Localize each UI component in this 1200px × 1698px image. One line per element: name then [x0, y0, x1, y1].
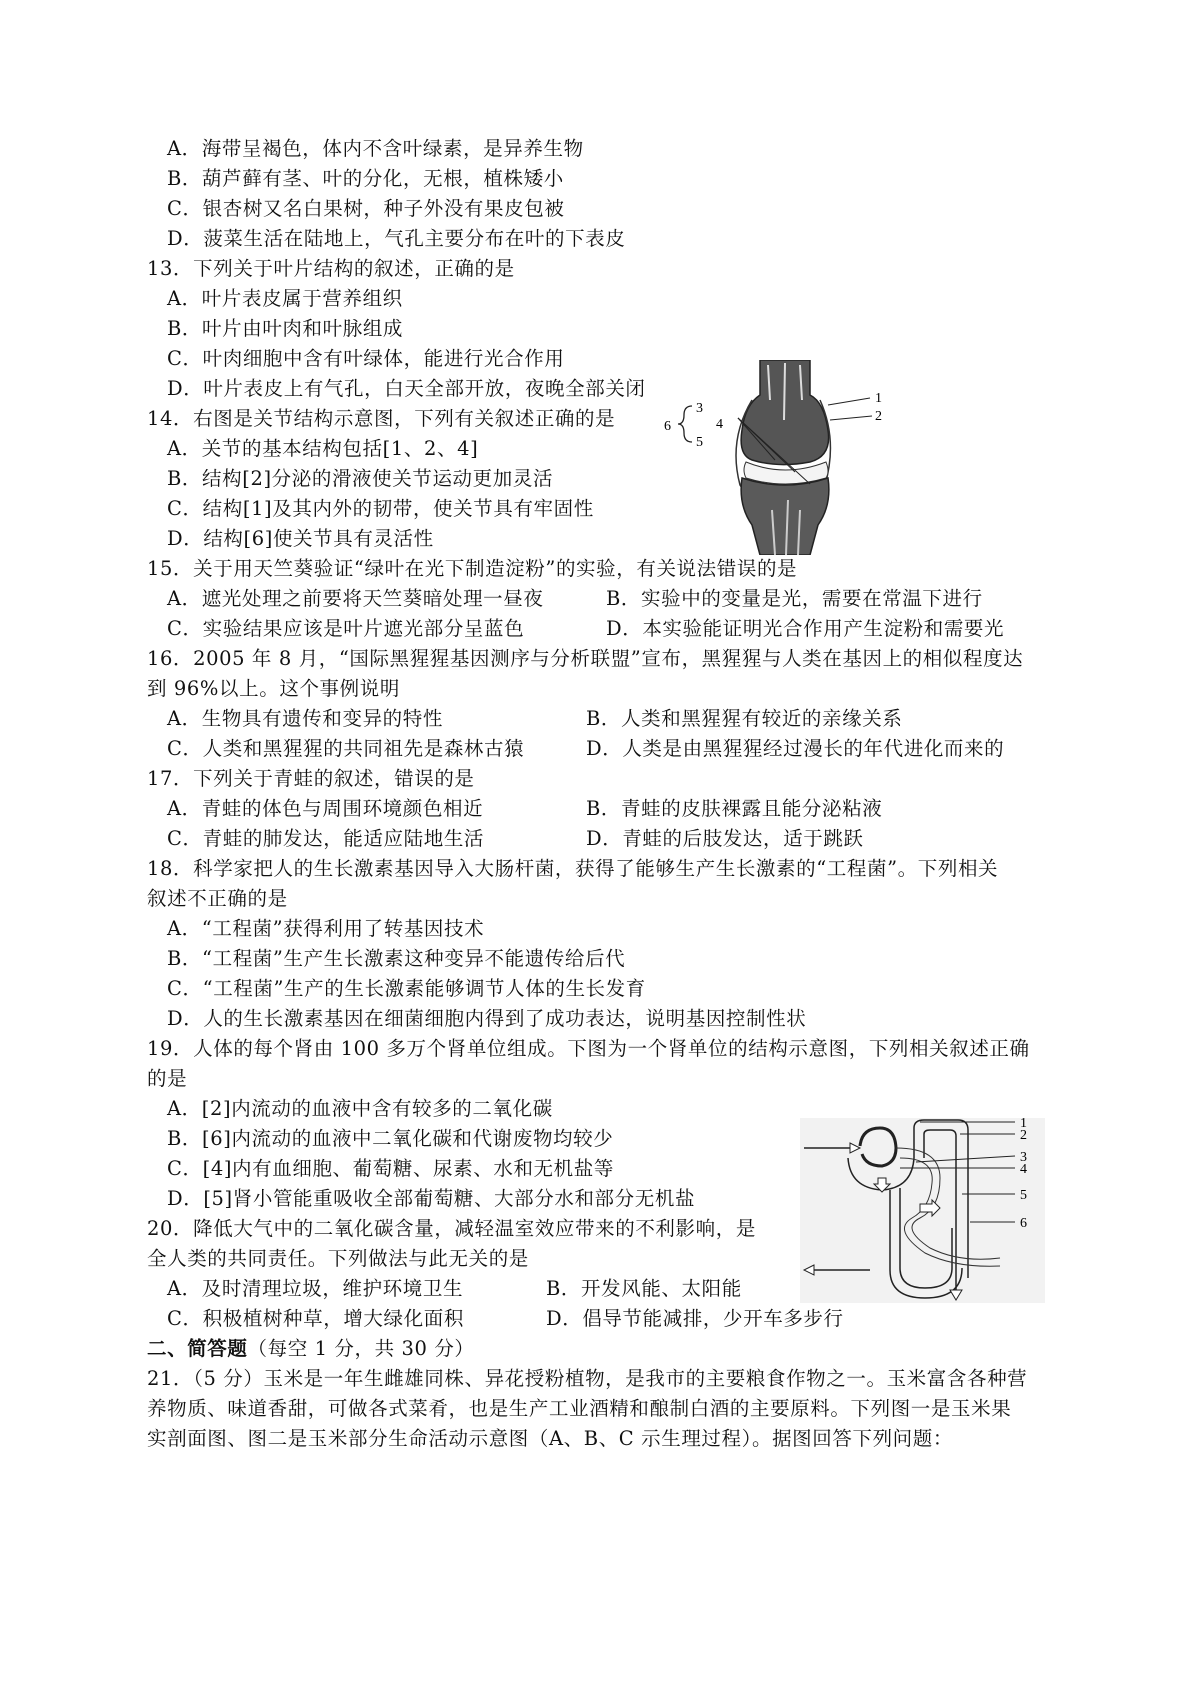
q21-line1: 21．（5 分）玉米是一年生雌雄同株、异花授粉植物，是我市的主要粮食作物之一。玉米富含各种营	[147, 1367, 1028, 1390]
q19-option-c: C．[4]内有血细胞、葡萄糖、尿素、水和无机盐等	[167, 1157, 614, 1180]
q19-option-a: A．[2]内流动的血液中含有较多的二氧化碳	[167, 1097, 553, 1120]
q16-option-b: B．人类和黑猩猩有较近的亲缘关系	[586, 707, 903, 730]
q19-stem-line2: 的是	[147, 1067, 188, 1090]
joint-label-4: 4	[716, 417, 723, 432]
q20-stem-line2: 全人类的共同责任。下列做法与此无关的是	[147, 1247, 529, 1270]
q21-line3: 实剖面图、图二是玉米部分生命活动示意图（A、B、C 示生理过程）。据图回答下列问题：	[147, 1427, 953, 1450]
nephron-label-1: 1	[1020, 1118, 1027, 1131]
q18-option-d: D．人的生长激素基因在细菌细胞内得到了成功表达，说明基因控制性状	[167, 1007, 807, 1030]
q19-stem-line1: 19．人体的每个肾由 100 多万个肾单位组成。下图为一个肾单位的结构示意图，下列相关叙述正确	[147, 1037, 1030, 1060]
q18-stem-line2: 叙述不正确的是	[147, 887, 288, 910]
nephron-label-2: 2	[1020, 1128, 1027, 1143]
joint-structure-figure	[660, 360, 900, 555]
q15-option-a: A．遮光处理之前要将天竺葵暗处理一昼夜	[167, 587, 544, 610]
joint-label-1: 1	[875, 391, 882, 406]
nephron-label-5: 5	[1020, 1188, 1027, 1203]
q14-stem: 14．右图是关节结构示意图，下列有关叙述正确的是	[147, 407, 616, 430]
nephron-label-6: 6	[1020, 1216, 1027, 1231]
q14-option-b: B．结构[2]分泌的滑液使关节运动更加灵活	[167, 467, 554, 490]
joint-label-6: 6	[664, 419, 671, 434]
q12-option-b: B．葫芦藓有茎、叶的分化，无根，植株矮小	[167, 167, 564, 190]
q21-line2: 养物质、味道香甜，可做各式菜肴，也是生产工业酒精和酿制白酒的主要原料。下列图一是玉米果	[147, 1397, 1012, 1420]
q12-option-a: A．海带呈褐色，体内不含叶绿素，是异养生物	[167, 137, 584, 160]
nephron-structure-figure	[800, 1118, 1045, 1303]
q18-option-c: C．“工程菌”生产的生长激素能够调节人体的生长发育	[167, 977, 646, 1000]
q17-stem: 17．下列关于青蛙的叙述，错误的是	[147, 767, 475, 790]
nephron-label-3: 3	[1020, 1150, 1027, 1165]
q17-option-b: B．青蛙的皮肤裸露且能分泌粘液	[586, 797, 883, 820]
q13-stem: 13．下列关于叶片结构的叙述，正确的是	[147, 257, 515, 280]
q15-option-c: C．实验结果应该是叶片遮光部分呈蓝色	[167, 617, 525, 640]
q15-stem: 15．关于用天竺葵验证“绿叶在光下制造淀粉”的实验，有关说法错误的是	[147, 557, 798, 580]
q16-option-d: D．人类是由黑猩猩经过漫长的年代进化而来的	[586, 737, 1005, 760]
q14-option-d: D．结构[6]使关节具有灵活性	[167, 527, 434, 550]
q14-option-a: A．关节的基本结构包括[1、2、4]	[167, 437, 479, 460]
q12-option-d: D．菠菜生活在陆地上，气孔主要分布在叶的下表皮	[167, 227, 626, 250]
q13-option-d: D．叶片表皮上有气孔，白天全部开放，夜晚全部关闭	[167, 377, 646, 400]
q18-option-a: A．“工程菌”获得利用了转基因技术	[167, 917, 485, 940]
q13-option-b: B．叶片由叶肉和叶脉组成	[167, 317, 404, 340]
q19-option-d: D．[5]肾小管能重吸收全部葡萄糖、大部分水和部分无机盐	[167, 1187, 696, 1210]
q18-stem-line1: 18．科学家把人的生长激素基因导入大肠杆菌，获得了能够生产生长激素的“工程菌”。下列相关	[147, 857, 999, 880]
joint-label-3: 3	[696, 401, 703, 416]
q15-option-b: B．实验中的变量是光，需要在常温下进行	[606, 587, 983, 610]
joint-label-2: 2	[875, 409, 882, 424]
section2-heading	[147, 1334, 475, 1364]
q20-option-a: A．及时清理垃圾，维护环境卫生	[167, 1277, 464, 1300]
q20-option-c: C．积极植树种草，增大绿化面积	[167, 1307, 464, 1330]
q16-option-a: A．生物具有遗传和变异的特性	[167, 707, 443, 730]
q17-option-a: A．青蛙的体色与周围环境颜色相近	[167, 797, 484, 820]
q13-option-c: C．叶肉细胞中含有叶绿体，能进行光合作用	[167, 347, 565, 370]
q13-option-a: A．叶片表皮属于营养组织	[167, 287, 403, 310]
q18-option-b: B．“工程菌”生产生长激素这种变异不能遗传给后代	[167, 947, 626, 970]
q20-stem-line1: 20．降低大气中的二氧化碳含量，减轻温室效应带来的不利影响，是	[147, 1217, 756, 1240]
q15-option-d: D．本实验能证明光合作用产生淀粉和需要光	[606, 617, 1005, 640]
section2-note: （每空 1 分，共 30 分）	[247, 1337, 475, 1360]
q19-option-b: B．[6]内流动的血液中二氧化碳和代谢废物均较少	[167, 1127, 614, 1150]
q20-option-b: B．开发风能、太阳能	[546, 1277, 742, 1300]
q12-option-c: C．银杏树又名白果树，种子外没有果皮包被	[167, 197, 565, 220]
q17-option-c: C．青蛙的肺发达，能适应陆地生活	[167, 827, 485, 850]
q20-option-d: D．倡导节能减排，少开车多步行	[546, 1307, 844, 1330]
q17-option-d: D．青蛙的后肢发达，适于跳跃	[586, 827, 864, 850]
q16-stem-line2: 到 96%以上。这个事例说明	[147, 677, 400, 700]
q14-option-c: C．结构[1]及其内外的韧带，使关节具有牢固性	[167, 497, 594, 520]
joint-label-5: 5	[696, 435, 703, 450]
nephron-label-4: 4	[1020, 1162, 1027, 1177]
q16-stem-line1: 16．2005 年 8 月，“国际黑猩猩基因测序与分析联盟”宣布，黑猩猩与人类在基因上的相似程度达	[147, 647, 1024, 670]
q16-option-c: C．人类和黑猩猩的共同祖先是森林古猿	[167, 737, 525, 760]
section2-title: 二、简答题	[147, 1337, 248, 1360]
